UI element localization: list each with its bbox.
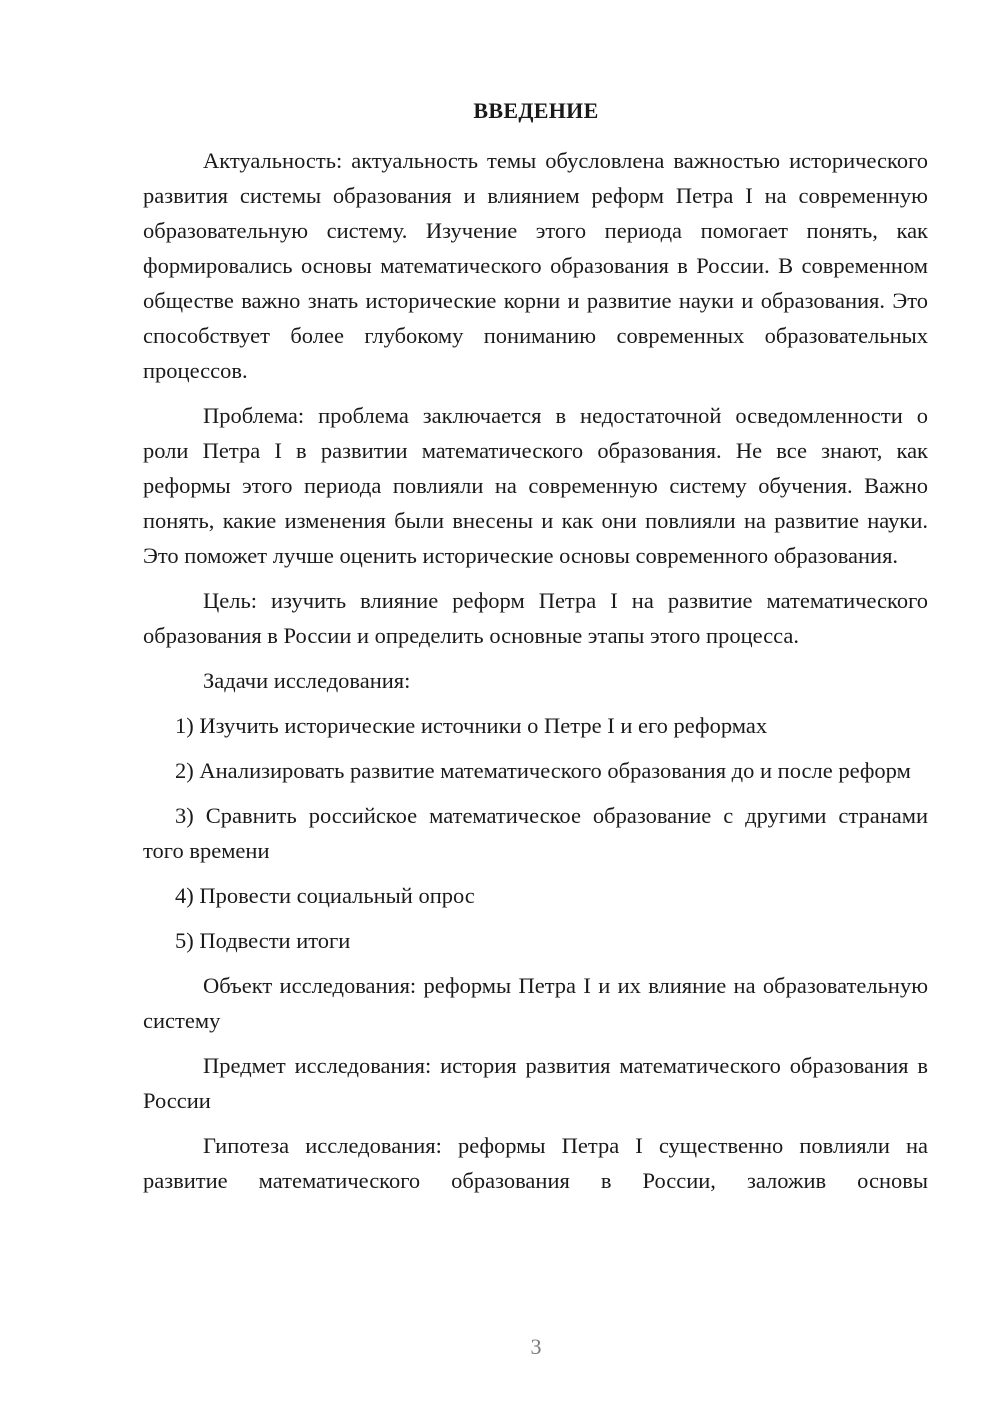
paragraph-tasks-heading: Задачи исследования:	[203, 668, 411, 693]
paragraph-subject: Предмет исследования: история развития математического образования в России	[143, 1053, 928, 1113]
paragraph-goal: Цель: изучить влияние реформ Петра I на развитие математического образования в России и определить основные этапы этого процесса.	[143, 588, 928, 648]
task-item: 2) Анализировать развитие математического образования до и после реформ	[175, 758, 911, 783]
paragraph-object: Объект исследования: реформы Петра I и их влияние на образовательную систему	[143, 973, 928, 1033]
document-body	[143, 143, 928, 1208]
page-title: ВВЕДЕНИЕ	[473, 98, 599, 123]
task-item: 5) Подвести итоги	[175, 928, 351, 953]
paragraph-problem: Проблема: проблема заключается в недостаточной осведомленности о роли Петра I в развитии математического образования. Не все знают, как реформы этого периода повлияли на современную систему обучения. Важно понять, какие изменения были внесены и как они повлияли на развитие науки. Это поможет лучше оценить исторические основы современного образования.	[143, 403, 928, 568]
task-item: 1) Изучить исторические источники о Петре I и его реформах	[175, 713, 768, 738]
task-item: 3) Сравнить российское математическое образование с другими странами того времени	[143, 803, 928, 863]
task-item: 4) Провести социальный опрос	[175, 883, 475, 908]
page-number: 3	[530, 1334, 542, 1359]
paragraph-hypothesis: Гипотеза исследования: реформы Петра I существенно повлияли на развитие математического образования в России, заложив основы	[143, 1133, 928, 1193]
paragraph-relevance: Актуальность: актуальность темы обусловлена важностью исторического развития системы образования и влиянием реформ Петра I на современную образовательную систему. Изучение этого периода помогает понять, как формировались основы математического образования в России. В современном обществе важно знать исторические корни и развитие науки и образования. Это способствует более глубокому пониманию современных образовательных процессов.	[143, 148, 928, 383]
